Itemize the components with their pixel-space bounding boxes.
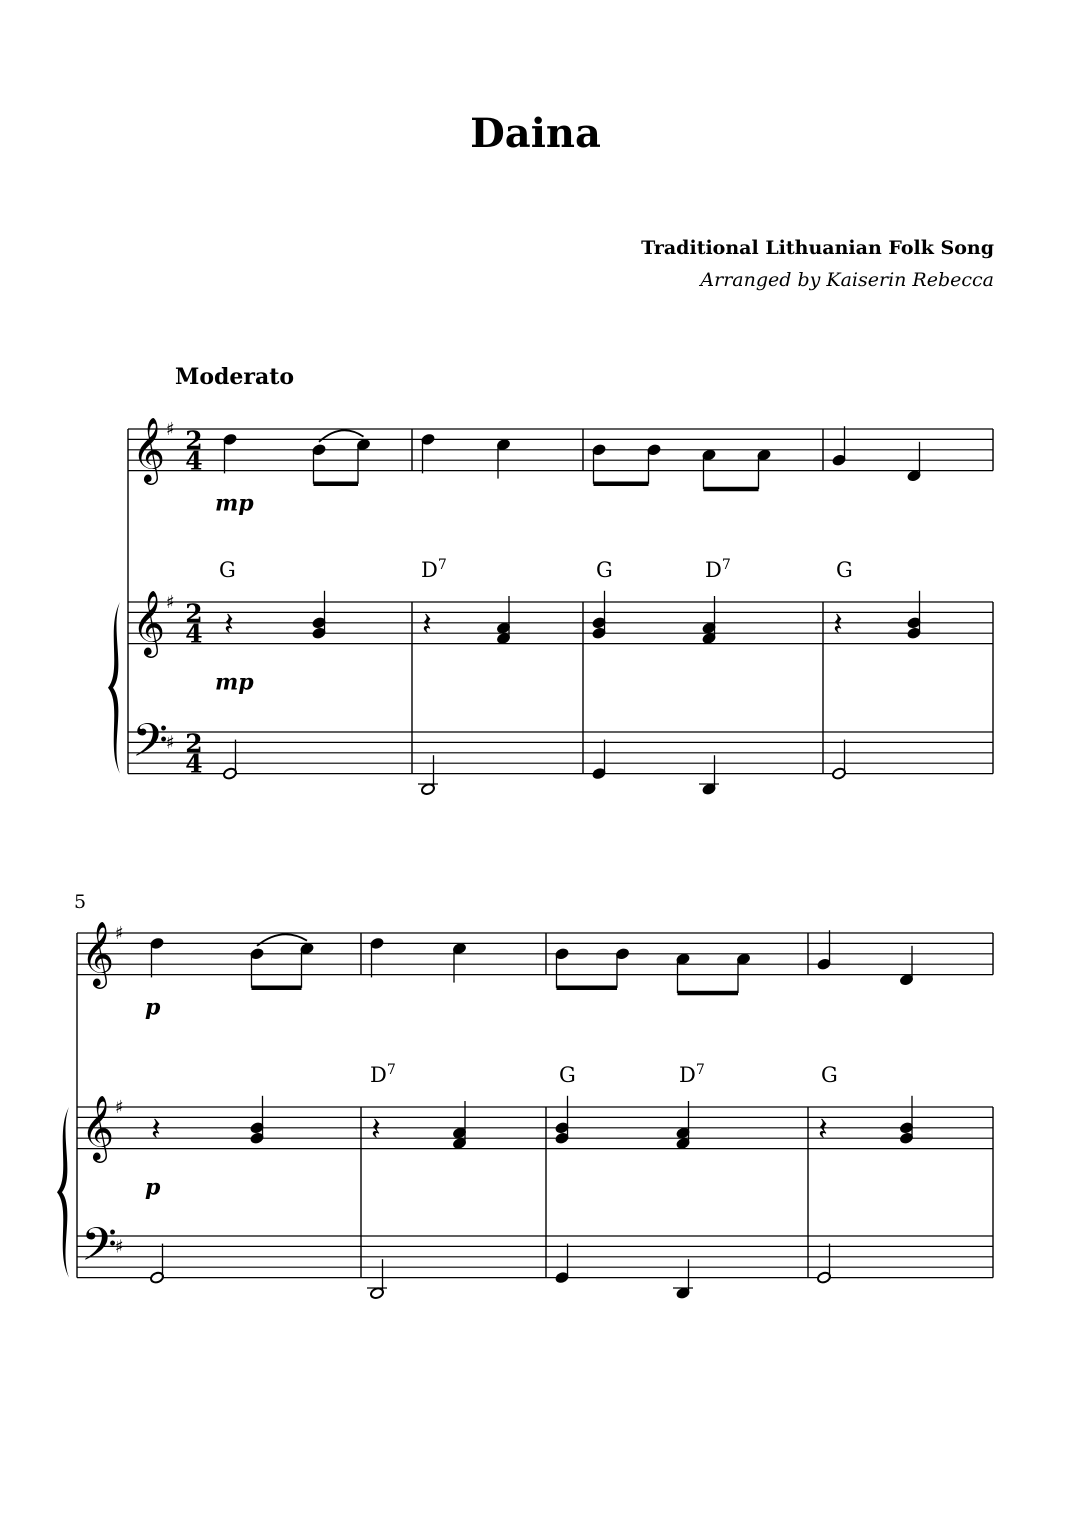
quarter-rest: 𝄽 [422,605,432,644]
chord-symbol: G [559,1063,576,1087]
dynamic-marking: p [145,994,161,1021]
sharp-accidental: ♯ [166,419,175,440]
sharp-accidental: ♯ [166,732,175,754]
chord-symbol: G [836,558,853,582]
quarter-rest: 𝄽 [371,1110,381,1149]
chord-symbol: $D^7$ [679,1062,705,1087]
bass-clef: 𝄢 [81,1218,118,1284]
quarter-rest: 𝄽 [151,1110,161,1149]
piano-brace [57,1107,69,1278]
piece-title: Daina [470,110,601,157]
chord-symbol: G [821,1063,838,1087]
sharp-accidental: ♯ [115,1236,124,1258]
treble-clef: 𝄞 [132,417,166,483]
slur [257,934,307,945]
time-signature-bottom: 4 [185,749,203,779]
measure-number: 5 [74,891,87,913]
sharp-accidental: ♯ [115,1097,124,1118]
treble-clef: 𝄞 [81,1095,115,1161]
time-signature-bottom: 4 [185,446,203,476]
sharp-accidental: ♯ [166,592,175,613]
sharp-accidental: ♯ [115,923,124,944]
arranger-credit: Arranged by Kaiserin Rebecca [700,269,994,291]
time-signature-top: 2 [185,425,203,455]
chord-symbol: $D^7$ [421,557,447,582]
time-signature-top: 2 [185,728,203,758]
piano-brace [108,602,120,774]
composer-credit: Traditional Lithuanian Folk Song [641,237,994,259]
time-signature-bottom: 4 [185,619,203,649]
treble-clef: 𝄞 [81,921,115,987]
chord-symbol: $D^7$ [705,557,731,582]
quarter-rest: 𝄽 [224,605,234,644]
time-signature-top: 2 [185,598,203,628]
chord-symbol: $D^7$ [370,1062,396,1087]
tempo-marking: Moderato [175,364,295,390]
quarter-rest: 𝄽 [818,1110,828,1149]
dynamic-marking: mp [215,669,254,696]
bass-clef: 𝄢 [132,714,169,780]
treble-clef: 𝄞 [132,590,166,656]
slur [319,430,364,441]
quarter-rest: 𝄽 [833,605,843,644]
dynamic-marking: p [145,1174,161,1201]
chord-symbol: G [596,558,613,582]
chord-symbol: G [219,558,236,582]
dynamic-marking: mp [215,490,254,517]
